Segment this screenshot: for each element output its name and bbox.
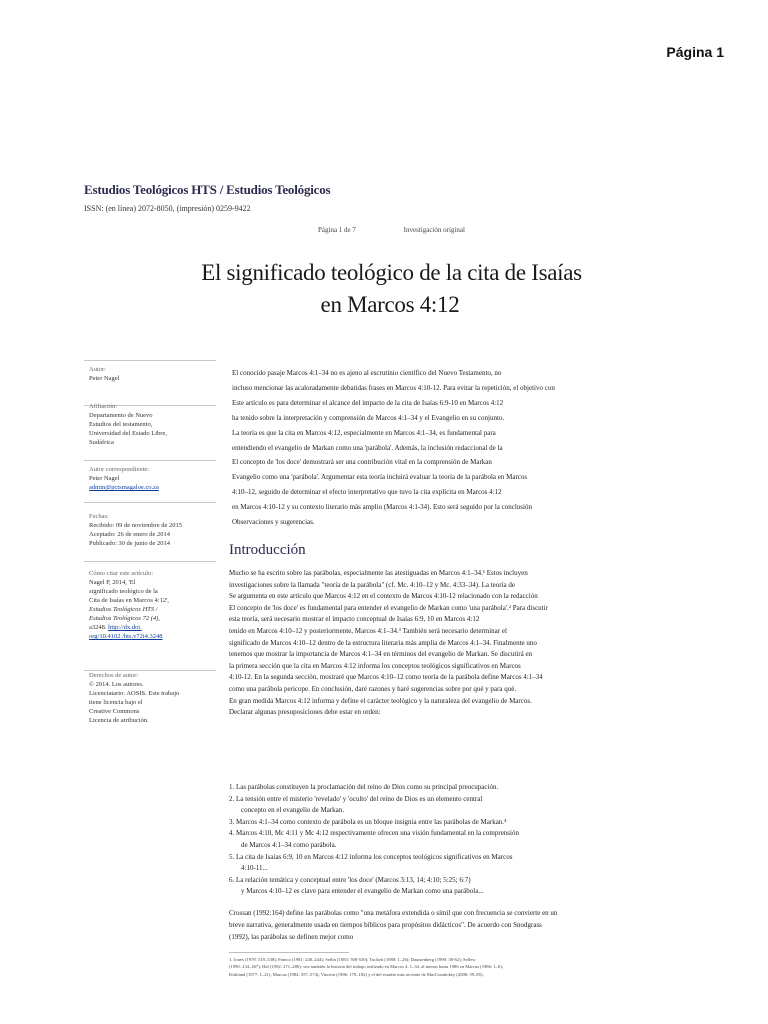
cite-line: Nagel P, 2014, 'El bbox=[89, 579, 136, 586]
corresponding-block bbox=[89, 465, 209, 492]
footnote-line: 1. Jones (1978: 519–538); Franco (1981: 240–244); Sellin (1983: 508-530); Tuckett (1988: 1–26); Dautzenberg (1990: 38-62); Sellew bbox=[229, 957, 476, 962]
list-item: 6. La relación temática y conceptual entre 'los doce' (Marcos 3:13, 14; 4:10; 5:25; 6:7) bbox=[229, 875, 471, 884]
sidebar-divider bbox=[84, 561, 216, 562]
rights-line: tiene licencia bajo el bbox=[89, 699, 143, 706]
page-number: Página 1 bbox=[666, 44, 724, 60]
intro-body bbox=[229, 568, 639, 719]
abstract-line: ha tenido sobre la interpretación y comprensión de Marcos 4:1–34 y el Evangelio en su conjunto. bbox=[232, 413, 505, 422]
author-label: Autor: bbox=[89, 366, 106, 373]
list-item: 4:10-11... bbox=[241, 864, 268, 873]
body-line: tenido en Marcos 4:10–12 y posteriormente, Marcos 4:1–34.³ También será necesario determinar el bbox=[229, 626, 507, 635]
list-item: 4. Marcos 4:10, Mc 4:11 y Mc 4:12 respectivamente ofrecen una visión fundamental en la comprensión bbox=[229, 829, 519, 838]
body-line: significado de Marcos 4:10–12 dentro de la estructura literaria más amplia de Marcos 4:1–34. Finalmente uno bbox=[229, 638, 537, 647]
abstract bbox=[232, 366, 632, 530]
abstract-line: Este artículo es para determinar el alcance del impacto de la cita de Isaías 6:9-10 en Marcos 4:12 bbox=[232, 398, 504, 407]
page-info: Página 1 de 7 bbox=[318, 226, 356, 234]
body-line: En gran medida Marcos 4:12 informa y define el carácter teológico y la naturaleza del evangelio de Marcos. bbox=[229, 696, 532, 705]
author-block bbox=[89, 365, 209, 383]
doi-link[interactable]: http://dx.doi. bbox=[108, 624, 142, 631]
footnote-divider bbox=[229, 952, 349, 953]
cite-line: Estudios Teológicos 72 (4), bbox=[89, 615, 160, 622]
body-line: tenemos que mostrar la importancia de Marcos 4:1–34 en términos del evangelio de Markan. Se discutirá en bbox=[229, 650, 533, 659]
body-line: El concepto de 'los doce' es fundamental para entender el evangelio de Markan como 'una parábola'.² Para discutir bbox=[229, 603, 548, 612]
author-name: Peter Nagel bbox=[89, 375, 120, 382]
article-type: Investigación original bbox=[403, 226, 465, 234]
cite-doi-prefix: a3248. bbox=[89, 624, 107, 631]
rights-line: Creative Commons bbox=[89, 708, 140, 715]
affiliation-line: Departamento de Nuevo bbox=[89, 412, 153, 419]
corresponding-label: Autor correspondiente: bbox=[89, 466, 150, 473]
section-heading-introduction: Introducción bbox=[229, 542, 306, 558]
article-title-line2: en Marcos 4:12 bbox=[320, 292, 460, 317]
body-line: (1992), las parábolas se definen mejor como bbox=[229, 932, 354, 941]
sidebar-divider bbox=[84, 360, 216, 361]
cite-doi-line bbox=[89, 623, 209, 632]
abstract-line: El conocido pasaje Marcos 4:1–34 no es ajeno al escrutinio científico del Nuevo Testamento, no bbox=[232, 369, 502, 377]
crossan-paragraph bbox=[229, 908, 639, 943]
doi-link-continued[interactable]: org/10.4102 /hts.v72i4.3248 bbox=[89, 633, 163, 640]
affiliation-label: Afiliación: bbox=[89, 403, 118, 410]
affiliation-line: Universidad del Estado Libre, bbox=[89, 430, 167, 437]
rights-block bbox=[89, 671, 209, 725]
footnote-line: Kirkland (1977: 1–21); Marcus (1984: 557–574); Vincent (1986: 179–182) y el del estudio más reciente de MacConnlokey (2008: 59–85). bbox=[229, 971, 484, 977]
corresponding-email-link[interactable]: admin@pctsmagaloe.co.za bbox=[89, 484, 159, 491]
date-accepted: Aceptado: 26 de enero de 2014 bbox=[89, 531, 171, 538]
rights-label: Derechos de autor: bbox=[89, 672, 139, 679]
body-line: Declarar algunas presuposiciones debe estar en orden: bbox=[229, 708, 381, 717]
list-item: 3. Marcos 4:1–34 como contexto de parábola es un bloque insignia entre las parábolas de Markan.⁴ bbox=[229, 817, 507, 826]
abstract-line: Observaciones y sugerencias. bbox=[232, 518, 315, 527]
presuppositions-list bbox=[229, 782, 639, 898]
cite-line: Estudios Teológicos HTS / bbox=[89, 606, 158, 613]
rights-line: © 2014. Los autores. bbox=[89, 681, 144, 688]
abstract-line: La teoría es que la cita en Marcos 4:12, especialmente en Marcos 4:1–34, es fundamental para bbox=[232, 428, 496, 437]
abstract-line: Evangelio como una 'parábola'. Argumentar esta teoría incluirá evaluar la teoría de la parábola en Marcos bbox=[232, 473, 528, 482]
affiliation-block bbox=[89, 402, 209, 447]
corresponding-name: Peter Nagel bbox=[89, 475, 120, 482]
body-line: breve narrativa, generalmente usada en tiempos bíblicos para propósitos didácticos". De acuerdo con Snodgrass bbox=[229, 920, 542, 929]
body-line: Mucho se ha escrito sobre las parábolas, especialmente las atestiguadas en Marcos 4:1–34.¹ Estos incluyen bbox=[229, 569, 528, 577]
date-published: Publicado: 30 de junio de 2014 bbox=[89, 540, 171, 547]
list-item: 5. La cita de Isaías 6:9, 10 en Marcos 4:12 informa los conceptos teológicos significativos en Marcos bbox=[229, 852, 513, 861]
abstract-line: 4:10–12, seguido de determinar el efecto interpretativo que tuvo la cita explícita en Marcos 4:12 bbox=[232, 488, 502, 497]
rights-line: Licencia de atribución. bbox=[89, 717, 149, 724]
list-item: de Marcos 4:1–34 como parábola. bbox=[241, 840, 337, 849]
issn-line: ISSN: (en línea) 2072-8050, (impresión) 0259-9422 bbox=[84, 204, 251, 213]
rights-line: Licenciatario: AOSIS. Este trabajo bbox=[89, 690, 180, 697]
abstract-line: El concepto de 'los doce' demostrará ser una contribución vital en la comprensión de Markan bbox=[232, 458, 492, 467]
affiliation-line: Sudáfrica bbox=[89, 439, 114, 446]
list-item: y Marcos 4:10–12 es clave para entender el evangelio de Markan como una parábola... bbox=[241, 887, 484, 896]
sidebar-divider bbox=[84, 502, 216, 503]
body-line: esta teoría, será necesario mostrar el impacto conceptual de Isaías 6:9, 10 en Marcos 4:12 bbox=[229, 615, 480, 624]
body-line: investigaciones sobre la llamada "teoría de la parábola" (cf. Mc. 4:10–12 y Mc. 4:33–34). La teoría de bbox=[229, 580, 516, 589]
dates-label: Fechas: bbox=[89, 513, 109, 520]
article-title-line1: El significado teológico de la cita de Isaías bbox=[201, 260, 582, 285]
footnote-line: (1990: 234–267); Hal (1992: 271–286); vea también la historia del trabajo realizado en Marcos 4: 1–34, al menos hasta 1986 en Marcus (1986: 1–6); bbox=[229, 964, 504, 970]
sidebar-divider bbox=[84, 460, 216, 461]
body-line: Crossan (1992:164) define las parábolas como "una metáfora extendida o símil que con frecuencia se convierte en un bbox=[229, 909, 558, 917]
list-item: 2. La tensión entre el misterio 'revelado' y 'oculto' del reino de Dios es un elemento central bbox=[229, 794, 483, 803]
dates-block bbox=[89, 512, 209, 548]
body-line: como una parábola pericope. En conclusión, daré razones y haré sugerencias sobre por qué y para qué. bbox=[229, 684, 517, 693]
body-line: 4:10-12. En la segunda sección, mostraré que Marcos 4:10–12 como teoría de la parábola define Marcos 4:1–34 bbox=[229, 673, 543, 682]
page-info-bar bbox=[318, 226, 511, 234]
cite-line: significado teológico de la bbox=[89, 588, 158, 595]
list-item: 1. Las parábolas constituyen la proclamación del reino de Dios como su principal preocupación. bbox=[229, 783, 499, 791]
abstract-line: en Marcos 4:10-12 y su contexto literario más amplio (Marcos 4:1-34). Esto será seguido por la conclusión bbox=[232, 503, 532, 512]
cite-block bbox=[89, 569, 209, 641]
abstract-line: entendiendo el evangelio de Markan como una 'parábola'. Además, la inclusión redaccional de la bbox=[232, 443, 503, 452]
affiliation-line: Estudios del testamento, bbox=[89, 421, 153, 428]
cite-line: Cita de Isaías en Marcos 4:12', bbox=[89, 597, 169, 604]
body-line: Se argumenta en este artículo que Marcos 4:12 en el contexto de Marcos 4:10-12 relacionado con la redacción bbox=[229, 592, 538, 601]
journal-title: Estudios Teológicos HTS / Estudios Teológicos bbox=[84, 182, 331, 197]
list-item: concepto en el evangelio de Markan. bbox=[241, 806, 345, 815]
footnote bbox=[229, 956, 629, 978]
cite-label: Cómo citar este artículo: bbox=[89, 570, 154, 577]
abstract-line: incluso mencionar las acaloradamente debatidas frases en Marcos 4:10-12. Para evitar la repetición, el objetivo con bbox=[232, 383, 555, 392]
body-line: la primera sección que la cita en Marcos 4:12 informa los conceptos teológicos significativos en Marcos bbox=[229, 661, 521, 670]
date-received: Recibido: 09 de noviembre de 2015 bbox=[89, 522, 182, 529]
